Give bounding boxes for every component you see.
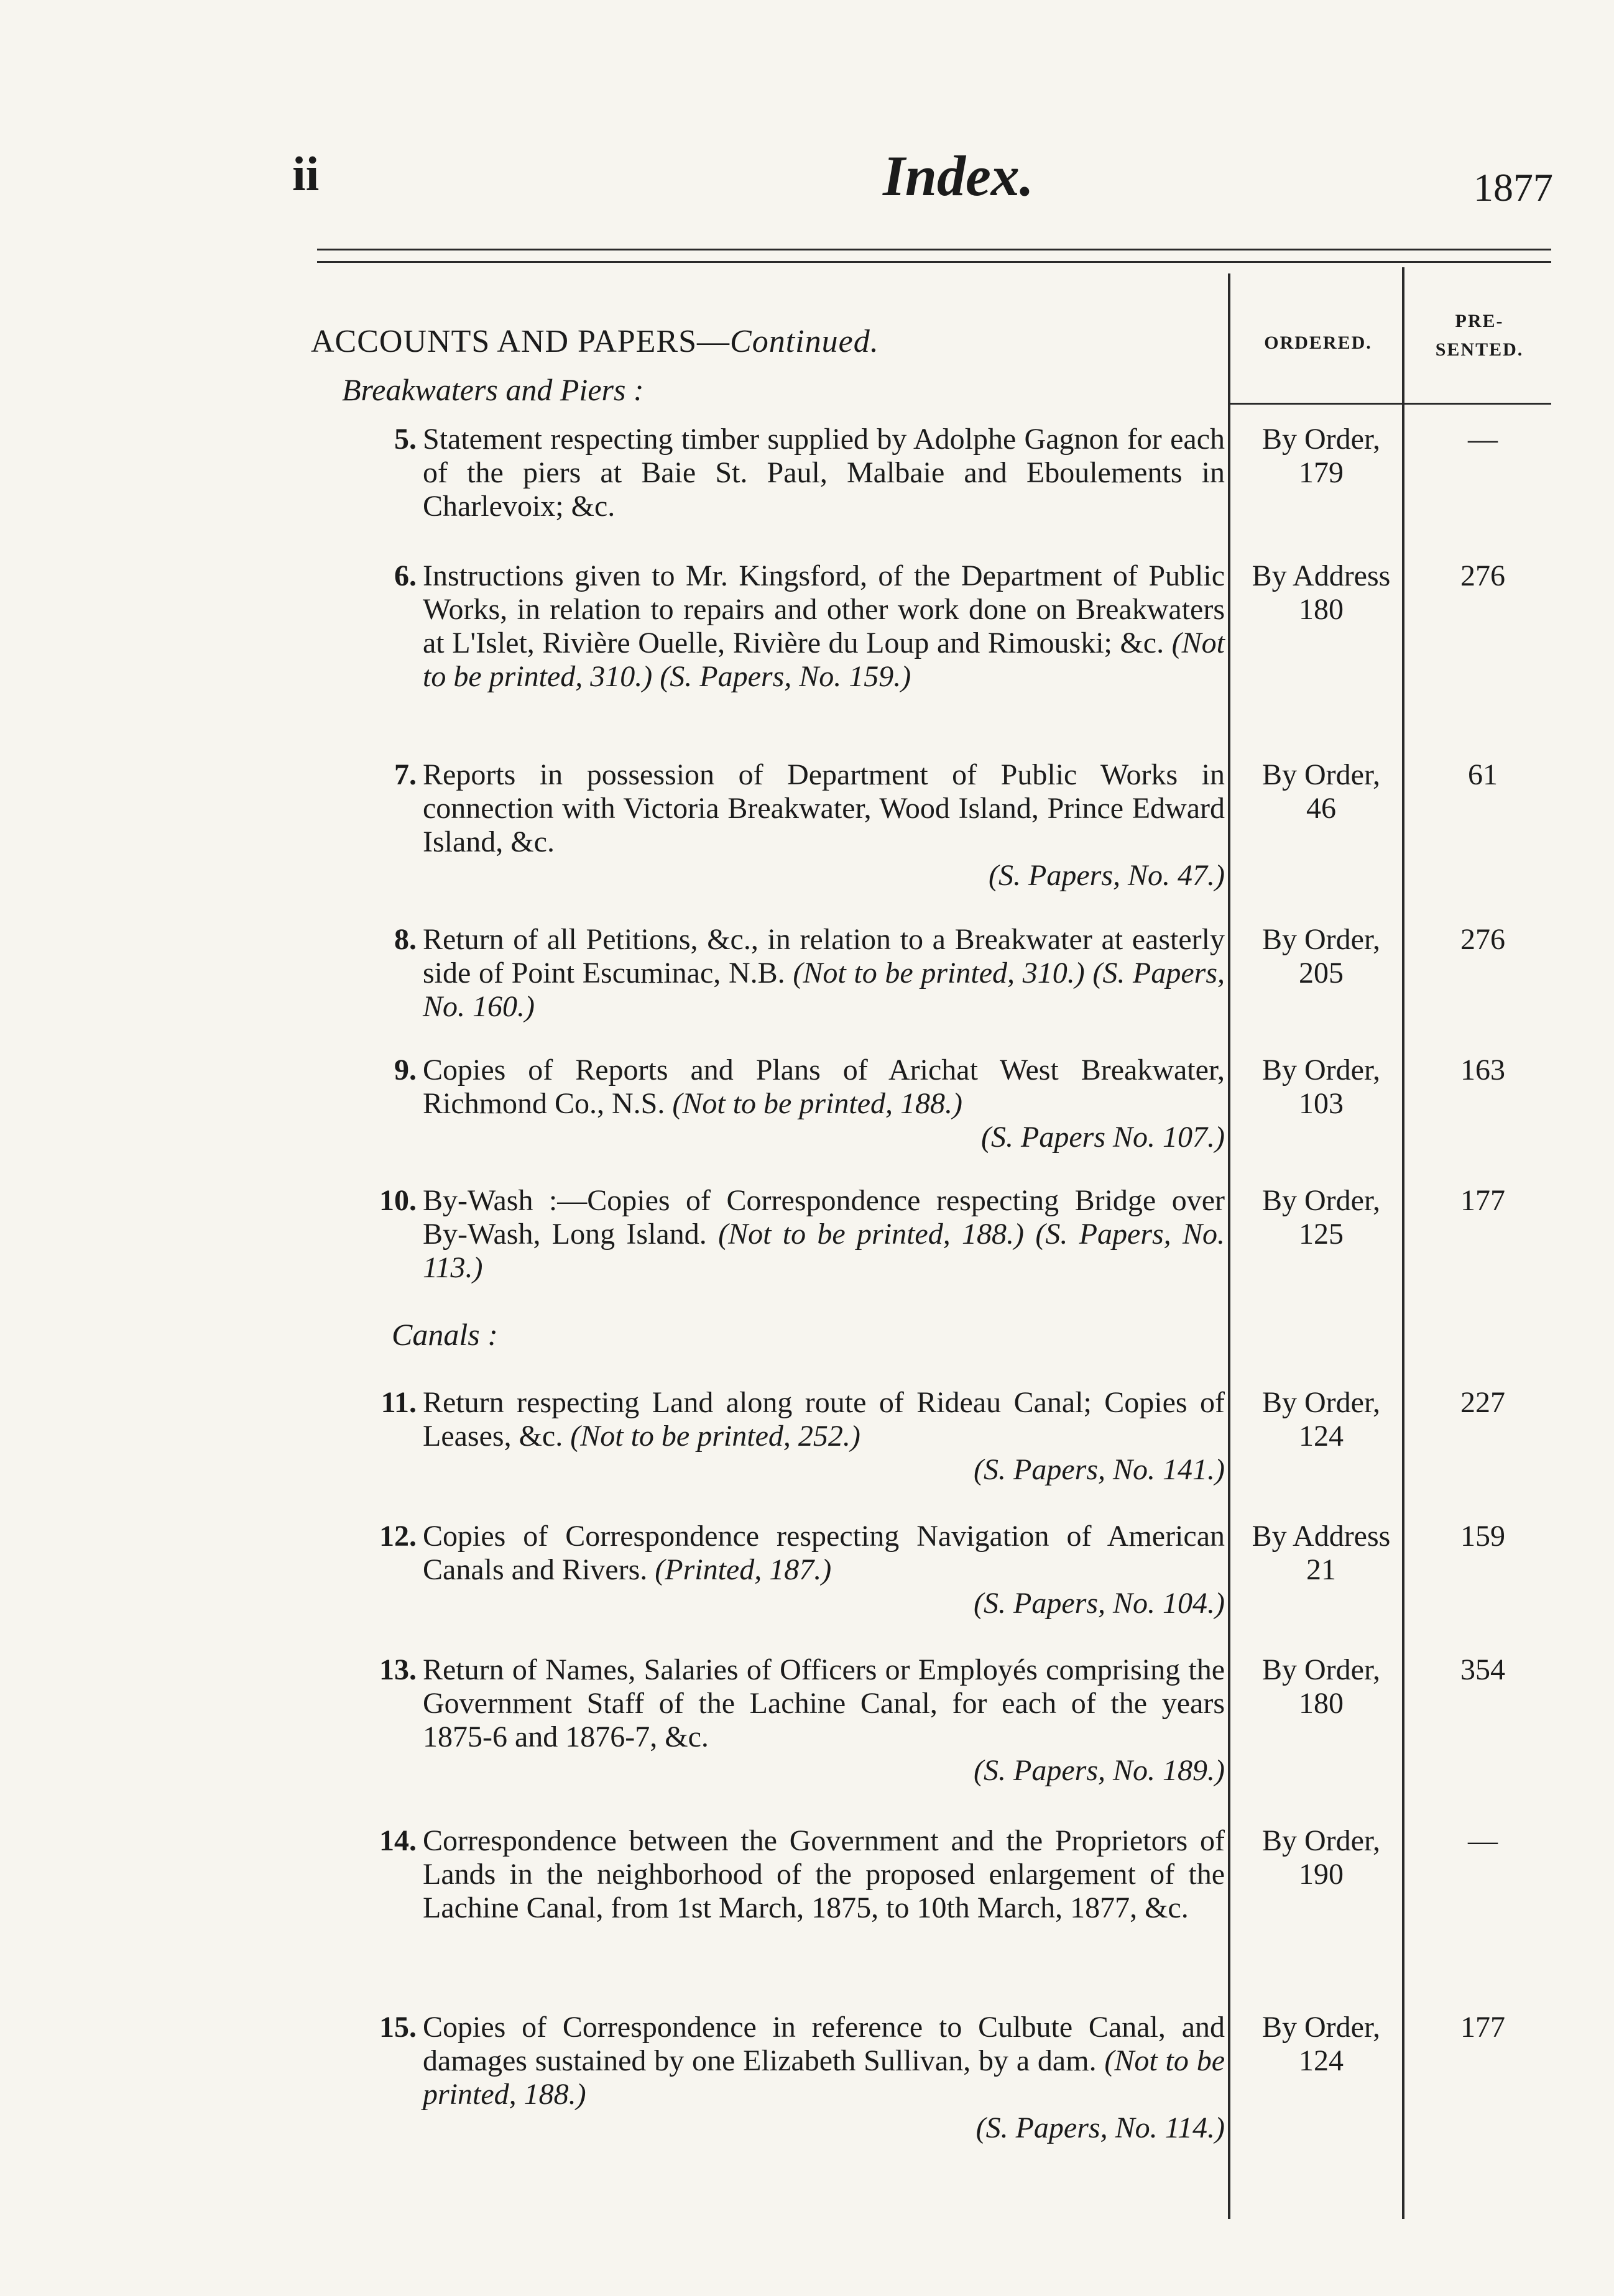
entry-text: Copies of Reports and Plans of Arichat West Breakwater, Richmond Co., N.S. <box>423 1054 1225 1120</box>
entry-text: By-Wash :—Copies of Correspondence respecting Bridge over By-Wash, Long Island. <box>423 1184 1225 1251</box>
entry-text: Return of all Petitions, &c., in relation to a Breakwater at easterly side of Point Escuminac, N.B. <box>423 923 1225 990</box>
entry-5 <box>348 423 1225 523</box>
entry-11-presented: 227 <box>1460 1386 1505 1419</box>
ordered-number: 179 <box>1299 456 1344 489</box>
entry-8-ordered <box>1234 923 1408 990</box>
ordered-by: By Order, <box>1261 1386 1381 1419</box>
entry-ref-printing: (Not to be printed, 310.) <box>793 957 1085 990</box>
ordered-number: 21 <box>1306 1553 1336 1586</box>
entry-text: Return of Names, Salaries of Officers or Employés comprising the Government Staff of the Lachine Canal, for each of the years 1875-6 and 1876-7, &c. <box>423 1653 1225 1753</box>
ordered-number: 205 <box>1299 957 1344 990</box>
header-rule-bottom <box>317 261 1551 263</box>
entry-text: Instructions given to Mr. Kingsford, of the Department of Public Works, in relation to repairs and other work done on Breakwaters at L'Islet, Rivière Ouelle, Rivière du Loup and Rimouski; &c. <box>423 559 1225 659</box>
entry-6-ordered <box>1234 559 1408 627</box>
column-head-presented-line1: PRE- <box>1455 311 1504 331</box>
entry-number: 7. <box>394 758 417 791</box>
entry-6-presented: 276 <box>1460 559 1505 592</box>
entry-number: 14. <box>379 1824 417 1857</box>
section-title-text: ACCOUNTS AND PAPERS— <box>311 324 731 359</box>
entry-ref-printing: (Not to be printed, 188.) <box>423 2044 1225 2111</box>
ordered-by: By Order, <box>1261 1184 1381 1217</box>
subheading-breakwaters: Breakwaters and Piers : <box>342 372 644 407</box>
entry-body <box>423 2011 1225 2145</box>
entry-13 <box>348 1653 1225 1788</box>
section-title <box>311 323 879 360</box>
ordered-number: 125 <box>1299 1218 1344 1251</box>
entry-number: 6. <box>394 559 417 592</box>
subheading-canals: Canals : <box>392 1317 498 1352</box>
entry-ref-sessional: (S. Papers, No. 113.) <box>423 1218 1225 1284</box>
entry-ref-printing: (Printed, 187.) <box>655 1553 832 1586</box>
entry-body <box>423 559 1225 694</box>
entry-8-presented: 276 <box>1460 923 1505 956</box>
entry-10 <box>348 1184 1225 1285</box>
entry-text: Reports in possession of Department of Public Works in connection with Victoria Breakwater, Wood Island, Prince Edward Island, &c. <box>423 758 1225 858</box>
entry-11-ordered <box>1234 1386 1408 1453</box>
entry-body <box>423 758 1225 893</box>
entry-ref-printing: (Not to be printed, 188.) <box>718 1218 1025 1251</box>
entry-body <box>423 1653 1225 1788</box>
page-year: 1877 <box>1473 165 1553 209</box>
entry-15 <box>348 2011 1225 2145</box>
entry-13-ordered <box>1234 1653 1408 1720</box>
entry-15-ordered <box>1234 2011 1408 2078</box>
entry-text: Copies of Correspondence in reference to Culbute Canal, and damages sustained by one Elizabeth Sullivan, by a dam. <box>423 2011 1225 2077</box>
ordered-by: By Address <box>1252 559 1391 592</box>
entry-15-presented: 177 <box>1460 2011 1505 2044</box>
ordered-number: 180 <box>1299 593 1344 626</box>
ordered-by: By Order, <box>1261 1653 1381 1686</box>
column-head-presented <box>1406 311 1552 360</box>
ordered-number: 190 <box>1299 1858 1344 1891</box>
entry-body <box>423 1824 1225 1925</box>
ordered-by: By Order, <box>1261 923 1381 956</box>
ordered-by: By Order, <box>1261 1054 1381 1086</box>
entry-ref-printing: (Not to be printed, 188.) <box>672 1087 962 1120</box>
ordered-by: By Order, <box>1261 423 1381 456</box>
column-header-rule <box>1228 403 1551 405</box>
entry-9 <box>348 1054 1225 1154</box>
entry-number: 11. <box>380 1386 417 1419</box>
ordered-number: 103 <box>1299 1087 1344 1120</box>
entry-body <box>423 423 1225 523</box>
page-title: Index. <box>883 144 1034 208</box>
ordered-number: 46 <box>1306 792 1336 825</box>
entry-10-ordered <box>1234 1184 1408 1251</box>
entry-text: Statement respecting timber supplied by Adolphe Gagnon for each of the piers at Baie St. Paul, Malbaie and Eboulements in Charlevoix; &c. <box>423 423 1225 523</box>
entry-9-presented: 163 <box>1460 1054 1505 1086</box>
header-rule-top <box>317 249 1551 250</box>
entry-ref-printing: (Not to be printed, 310.) <box>423 627 1225 693</box>
entry-5-presented: — <box>1468 423 1498 456</box>
entry-12 <box>348 1520 1225 1620</box>
entry-ref-sessional: (S. Papers No. 107.) <box>981 1121 1225 1154</box>
page-number: ii <box>292 147 320 201</box>
entry-ref-sessional: (S. Papers, No. 141.) <box>974 1453 1225 1486</box>
column-head-presented-line2: SENTED. <box>1435 339 1524 360</box>
entry-ref-sessional: (S. Papers, No. 104.) <box>974 1587 1225 1620</box>
entry-number: 15. <box>379 2011 417 2044</box>
entry-6 <box>348 559 1225 694</box>
entry-7-ordered <box>1234 758 1408 825</box>
entry-ref-printing: (Not to be printed, 252.) <box>570 1420 860 1453</box>
ordered-by: By Order, <box>1261 2011 1381 2044</box>
entry-number: 13. <box>379 1653 417 1686</box>
entry-7-presented: 61 <box>1468 758 1498 791</box>
section-continued: Continued. <box>730 324 879 359</box>
ordered-number: 180 <box>1299 1687 1344 1720</box>
entry-number: 8. <box>394 923 417 956</box>
entry-7 <box>348 758 1225 893</box>
ordered-by: By Order, <box>1261 1824 1381 1857</box>
entry-13-presented: 354 <box>1460 1653 1505 1686</box>
ordered-by: By Order, <box>1261 758 1381 791</box>
entry-10-presented: 177 <box>1460 1184 1505 1217</box>
entry-number: 12. <box>379 1520 417 1553</box>
ordered-by: By Address <box>1252 1520 1391 1553</box>
column-head-ordered: ORDERED. <box>1264 333 1372 353</box>
entry-ref-sessional: (S. Papers, No. 189.) <box>974 1754 1225 1787</box>
entry-14-presented: — <box>1468 1824 1498 1857</box>
entry-body <box>423 1386 1225 1487</box>
entry-body <box>423 1184 1225 1285</box>
entry-12-presented: 159 <box>1460 1520 1505 1553</box>
entry-9-ordered <box>1234 1054 1408 1121</box>
entry-number: 9. <box>394 1054 417 1086</box>
entry-ref-sessional: (S. Papers, No. 160.) <box>423 957 1225 1023</box>
ordered-number: 124 <box>1299 1420 1344 1453</box>
entry-text: Return respecting Land along route of Rideau Canal; Copies of Leases, &c. <box>423 1386 1225 1453</box>
entry-14-ordered <box>1234 1824 1408 1891</box>
entry-11 <box>348 1386 1225 1487</box>
entry-12-ordered <box>1234 1520 1408 1587</box>
entry-ref-sessional: (S. Papers, No. 47.) <box>989 859 1225 892</box>
entry-body <box>423 923 1225 1024</box>
entry-text: Correspondence between the Government and the Proprietors of Lands in the neighborhood of the proposed enlargement of the Lachine Canal, from 1st March, 1875, to 10th March, 1877, &c. <box>423 1824 1225 1924</box>
entry-body <box>423 1520 1225 1620</box>
entry-8 <box>348 923 1225 1024</box>
ordered-number: 124 <box>1299 2044 1344 2077</box>
entry-text: Copies of Correspondence respecting Navigation of American Canals and Rivers. <box>423 1520 1225 1586</box>
entry-number: 5. <box>394 423 417 456</box>
entry-ref-sessional: (S. Papers, No. 159.) <box>660 660 911 693</box>
entry-number: 10. <box>379 1184 417 1217</box>
column-divider-ordered <box>1228 273 1230 2219</box>
entry-ref-sessional: (S. Papers, No. 114.) <box>975 2111 1225 2144</box>
entry-5-ordered <box>1234 423 1408 490</box>
entry-14 <box>348 1824 1225 1925</box>
entry-body <box>423 1054 1225 1154</box>
